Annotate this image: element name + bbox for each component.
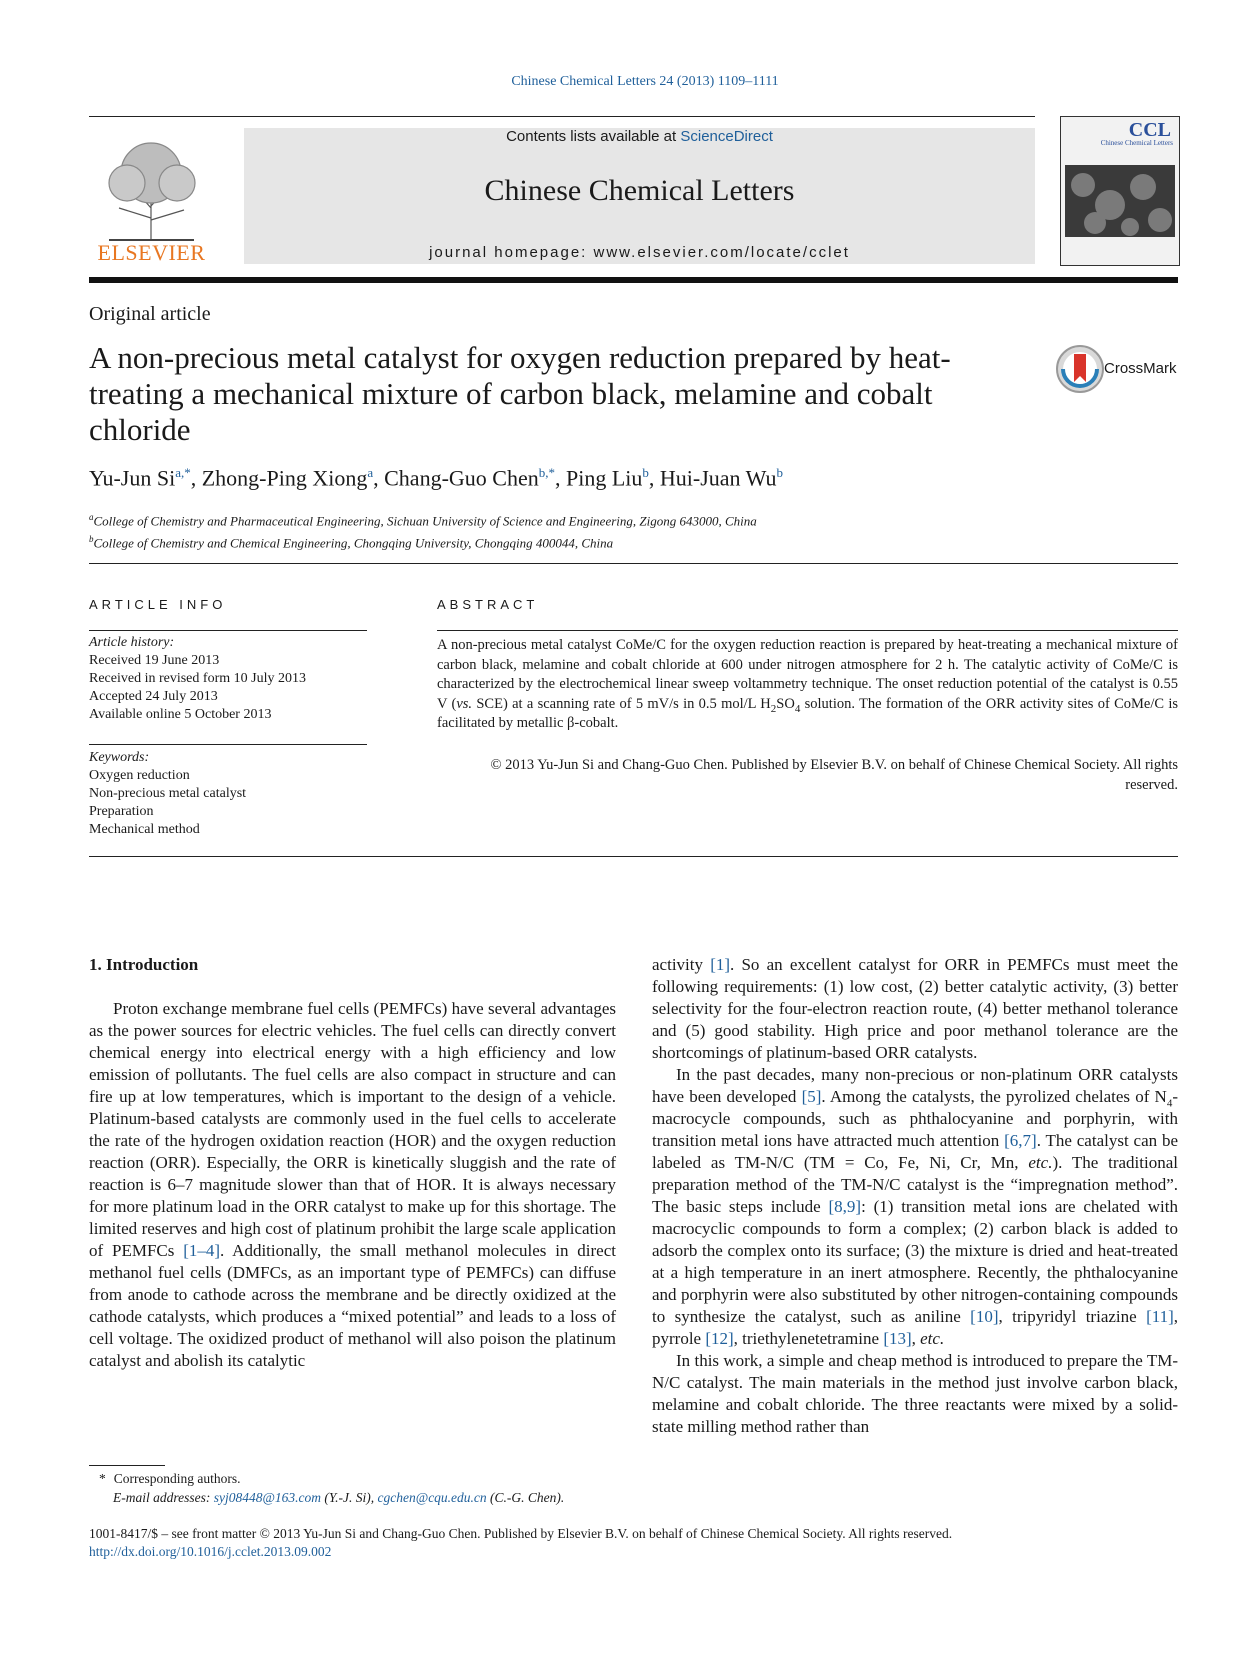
contents-line: Contents lists available at ScienceDirect <box>506 128 773 145</box>
journal-citation-link[interactable]: Chinese Chemical Letters 24 (2013) 1109–1111 <box>511 74 779 89</box>
citation-link[interactable]: [6,7] <box>1004 1131 1037 1150</box>
author-name: Chang-Guo Chen <box>384 465 539 491</box>
abstract-heading: ABSTRACT <box>437 597 539 612</box>
article-info-heading: ARTICLE INFO <box>89 597 227 612</box>
article-title: A non-precious metal catalyst for oxygen reduction prepared by heat-treating a mechanical mixture of carbon black, melamine and cobalt chloride <box>89 340 951 447</box>
crossmark-label: CrossMark <box>1104 360 1177 377</box>
divider <box>89 744 367 745</box>
affiliations <box>89 508 757 553</box>
journal-homepage[interactable]: journal homepage: www.elsevier.com/locate/cclet <box>429 244 850 261</box>
affiliation-item: $^a$College of Chemistry and Pharmaceutical Engineering, Sichuan University of Science and Engineering, Zigong 643000, China <box>89 512 757 529</box>
cover-abbrev: CCL <box>1128 119 1171 141</box>
author-affil-mark[interactable]: a,* <box>175 465 191 480</box>
header-thick-rule <box>89 277 1178 283</box>
author-name: Zhong-Ping Xiong <box>201 465 368 491</box>
history-item: Received 19 June 2013 <box>89 653 220 668</box>
divider <box>437 630 1178 631</box>
citation-link[interactable]: [11] <box>1146 1307 1174 1326</box>
header-rule <box>89 116 1035 117</box>
crossmark-icon <box>1055 344 1105 394</box>
keyword-item: Mechanical method <box>89 822 200 837</box>
email-link[interactable]: syj08448@163.com <box>213 1490 322 1505</box>
history-label: Article history: <box>89 635 175 650</box>
doi-link[interactable]: http://dx.doi.org/10.1016/j.cclet.2013.09.002 <box>89 1544 332 1559</box>
footnote-corresponding: * Corresponding authors. <box>99 1471 241 1486</box>
publisher-name: ELSEVIER <box>97 240 206 265</box>
body-column-right <box>652 954 1178 1438</box>
citation-link[interactable]: [1–4] <box>183 1241 221 1260</box>
author-name: Yu-Jun Si <box>89 465 176 491</box>
history-item: Accepted 24 July 2013 <box>89 689 218 704</box>
author-affil-mark[interactable]: b <box>776 465 784 480</box>
cover-title: Chinese Chemical Letters <box>1100 139 1173 147</box>
paragraph: In the past decades, many non-precious or non-platinum ORR catalysts have been developed [5]. Among the catalysts, the pyrolized chelates of $N_4$-macrocycle compounds, such as phthalocyanine and porphyrin, with transition metal ions have attracted much attention [6,7]. The catalyst can be labeled as TM-N/C (TM = Co, Fe, Ni, Cr, Mn, etc.). The traditional preparation method of the TM-N/C catalyst is the “impregnation method”. The basic steps include [8,9]: (1) transition metal ions are chelated with macrocyclic compounds to form a complex; (2) carbon black is added to adsorb the complex onto its surface; (3) the mixture is dried and heat-treated at a high temperature in an inert atmosphere. Recently, the phthalocyanine and porphyrin were also substituted by other nitrogen-containing compounds to synthesize the catalyst, such as aniline [10], tripyridyl triazine [11], pyrrole [12], triethylenetetramine [13], etc. <box>652 1065 1179 1348</box>
article-history <box>89 634 306 724</box>
keywords <box>89 749 246 839</box>
affiliation-item: $^b$College of Chemistry and Chemical Engineering, Chongqing University, Chongqing 400044, China <box>89 534 614 551</box>
paragraph: In this work, a simple and cheap method is introduced to prepare the TM-N/C catalyst. The main materials in the method just involve carbon black, melamine and cobalt chloride. The three reactants were mixed by a solid-state milling method rather than <box>652 1351 1178 1436</box>
paragraph: activity [1]. So an excellent catalyst for ORR in PEMFCs must meet the following requirements: (1) low cost, (2) better catalytic activity, (3) better selectivity for the four-electron reaction route, (4) better methanol tolerance and (5) good stability. High price and poor methanol tolerance are the shortcomings of platinum-based ORR catalysts. <box>652 955 1178 1062</box>
sciencedirect-link[interactable]: ScienceDirect <box>680 128 773 145</box>
citation-link[interactable]: [12] <box>705 1329 734 1348</box>
journal-cover-thumbnail[interactable] <box>1060 116 1180 266</box>
keywords-label: Keywords: <box>89 750 150 765</box>
body-column-left <box>89 998 616 1372</box>
author-list: Yu-Jun $Si^{a,*}$, Zhong-Ping Xiong$^a$, Chang-Guo Chen$^{b,*}$, Ping Liu$^b$, Hui-Juan Wu$^b$ <box>89 465 784 491</box>
keyword-item: Preparation <box>89 804 154 819</box>
author-affil-mark[interactable]: b,* <box>538 465 555 480</box>
journal-title: Chinese Chemical Letters <box>484 174 795 207</box>
section-heading-introduction: 1. Introduction <box>89 955 199 974</box>
page-footer <box>89 1525 952 1561</box>
citation-link[interactable]: [1] <box>710 955 731 974</box>
footnote <box>89 1469 564 1507</box>
abstract-copyright: © 2013 Yu-Jun Si and Chang-Guo Chen. Published by Elsevier B.V. on behalf of Chinese Chemical Society. All rights reserved. <box>490 757 1178 793</box>
author-affil-mark[interactable]: b <box>642 465 649 480</box>
email-link[interactable]: cgchen@cqu.edu.cn <box>377 1490 487 1505</box>
author-affil-mark[interactable]: a <box>367 465 374 480</box>
article-type: Original article <box>89 303 211 325</box>
crossmark-badge[interactable] <box>1055 344 1175 394</box>
divider <box>89 856 1178 857</box>
divider <box>89 630 367 631</box>
history-item: Available online 5 October 2013 <box>89 707 272 722</box>
footnote-rule <box>89 1465 165 1466</box>
keyword-item: Non-precious metal catalyst <box>89 786 247 801</box>
author-name: Ping Liu <box>565 465 643 491</box>
citation-link[interactable]: [5] <box>801 1087 822 1106</box>
issn-line: 1001-8417/$ – see front matter © 2013 Yu-Jun Si and Chang-Guo Chen. Published by Elsevier B.V. on behalf of Chinese Chemical Society. All rights reserved. <box>89 1526 953 1541</box>
elsevier-logo <box>89 128 214 268</box>
cover-image <box>1065 165 1175 237</box>
citation-link[interactable]: [8,9] <box>828 1197 862 1216</box>
citation-link[interactable]: [13] <box>883 1329 912 1348</box>
author-name: Hui-Juan Wu <box>659 465 777 491</box>
journal-banner <box>244 128 1035 264</box>
divider <box>89 563 1178 564</box>
citation-link[interactable]: [10] <box>970 1307 999 1326</box>
history-item: Received in revised form 10 July 2013 <box>89 671 306 686</box>
abstract-text: A non-precious metal catalyst CoMe/C for the oxygen reduction reaction is prepared by heat-treating a mechanical mixture of carbon black, melamine and cobalt chloride at 600 under nitrogen atmosphere for 2 h. The catalytic activity of CoMe/C is characterized by the electrochemical linear sweep voltammetry technique. The onset reduction potential of the catalyst is 0.55 V (vs. SCE) at a scanning rate of 5 mV/s in 0.5 mol/L $H_2SO_4$ solution. The formation of the ORR activity sites of CoMe/C is facilitated by metallic β-cobalt. <box>437 637 1178 731</box>
paragraph: Proton exchange membrane fuel cells (PEMFCs) have several advantages as the power sources for electric vehicles. The fuel cells can directly convert chemical energy into electrical energy with a high efficiency and low emission of pollutants. The fuel cells are also compact in structure and can fire up at low temperatures, which is important to the design of a vehicle. Platinum-based catalysts are commonly used in the fuel cells to accelerate the rate of the hydrogen oxidation reaction (HOR) and the oxygen reduction reaction (ORR). Especially, the ORR is kinetically sluggish and the rate of reaction is 6–7 magnitude slower than that of HOR. It is always necessary for more platinum load in the ORR catalyst to make up for this shortage. The limited reserves and high cost of platinum prohibit the large scale application of PEMFCs [1–4]. Additionally, the small methanol molecules in direct methanol fuel cells (DMFCs, as an important type of PEMFCs) can diffuse from anode to cathode across the membrane and be directly oxidized at the cathode catalysts, which produces a “mixed potential” and leads to a loss of cell voltage. The oxidized product of methanol will also poison the platinum catalyst and abolish its catalytic <box>89 999 616 1370</box>
keyword-item: Oxygen reduction <box>89 768 190 783</box>
footnote-emails: E-mail addresses: syj08448@163.com (Y.-J. Si), cgchen@cqu.edu.cn (C.-G. Chen). <box>113 1490 565 1505</box>
